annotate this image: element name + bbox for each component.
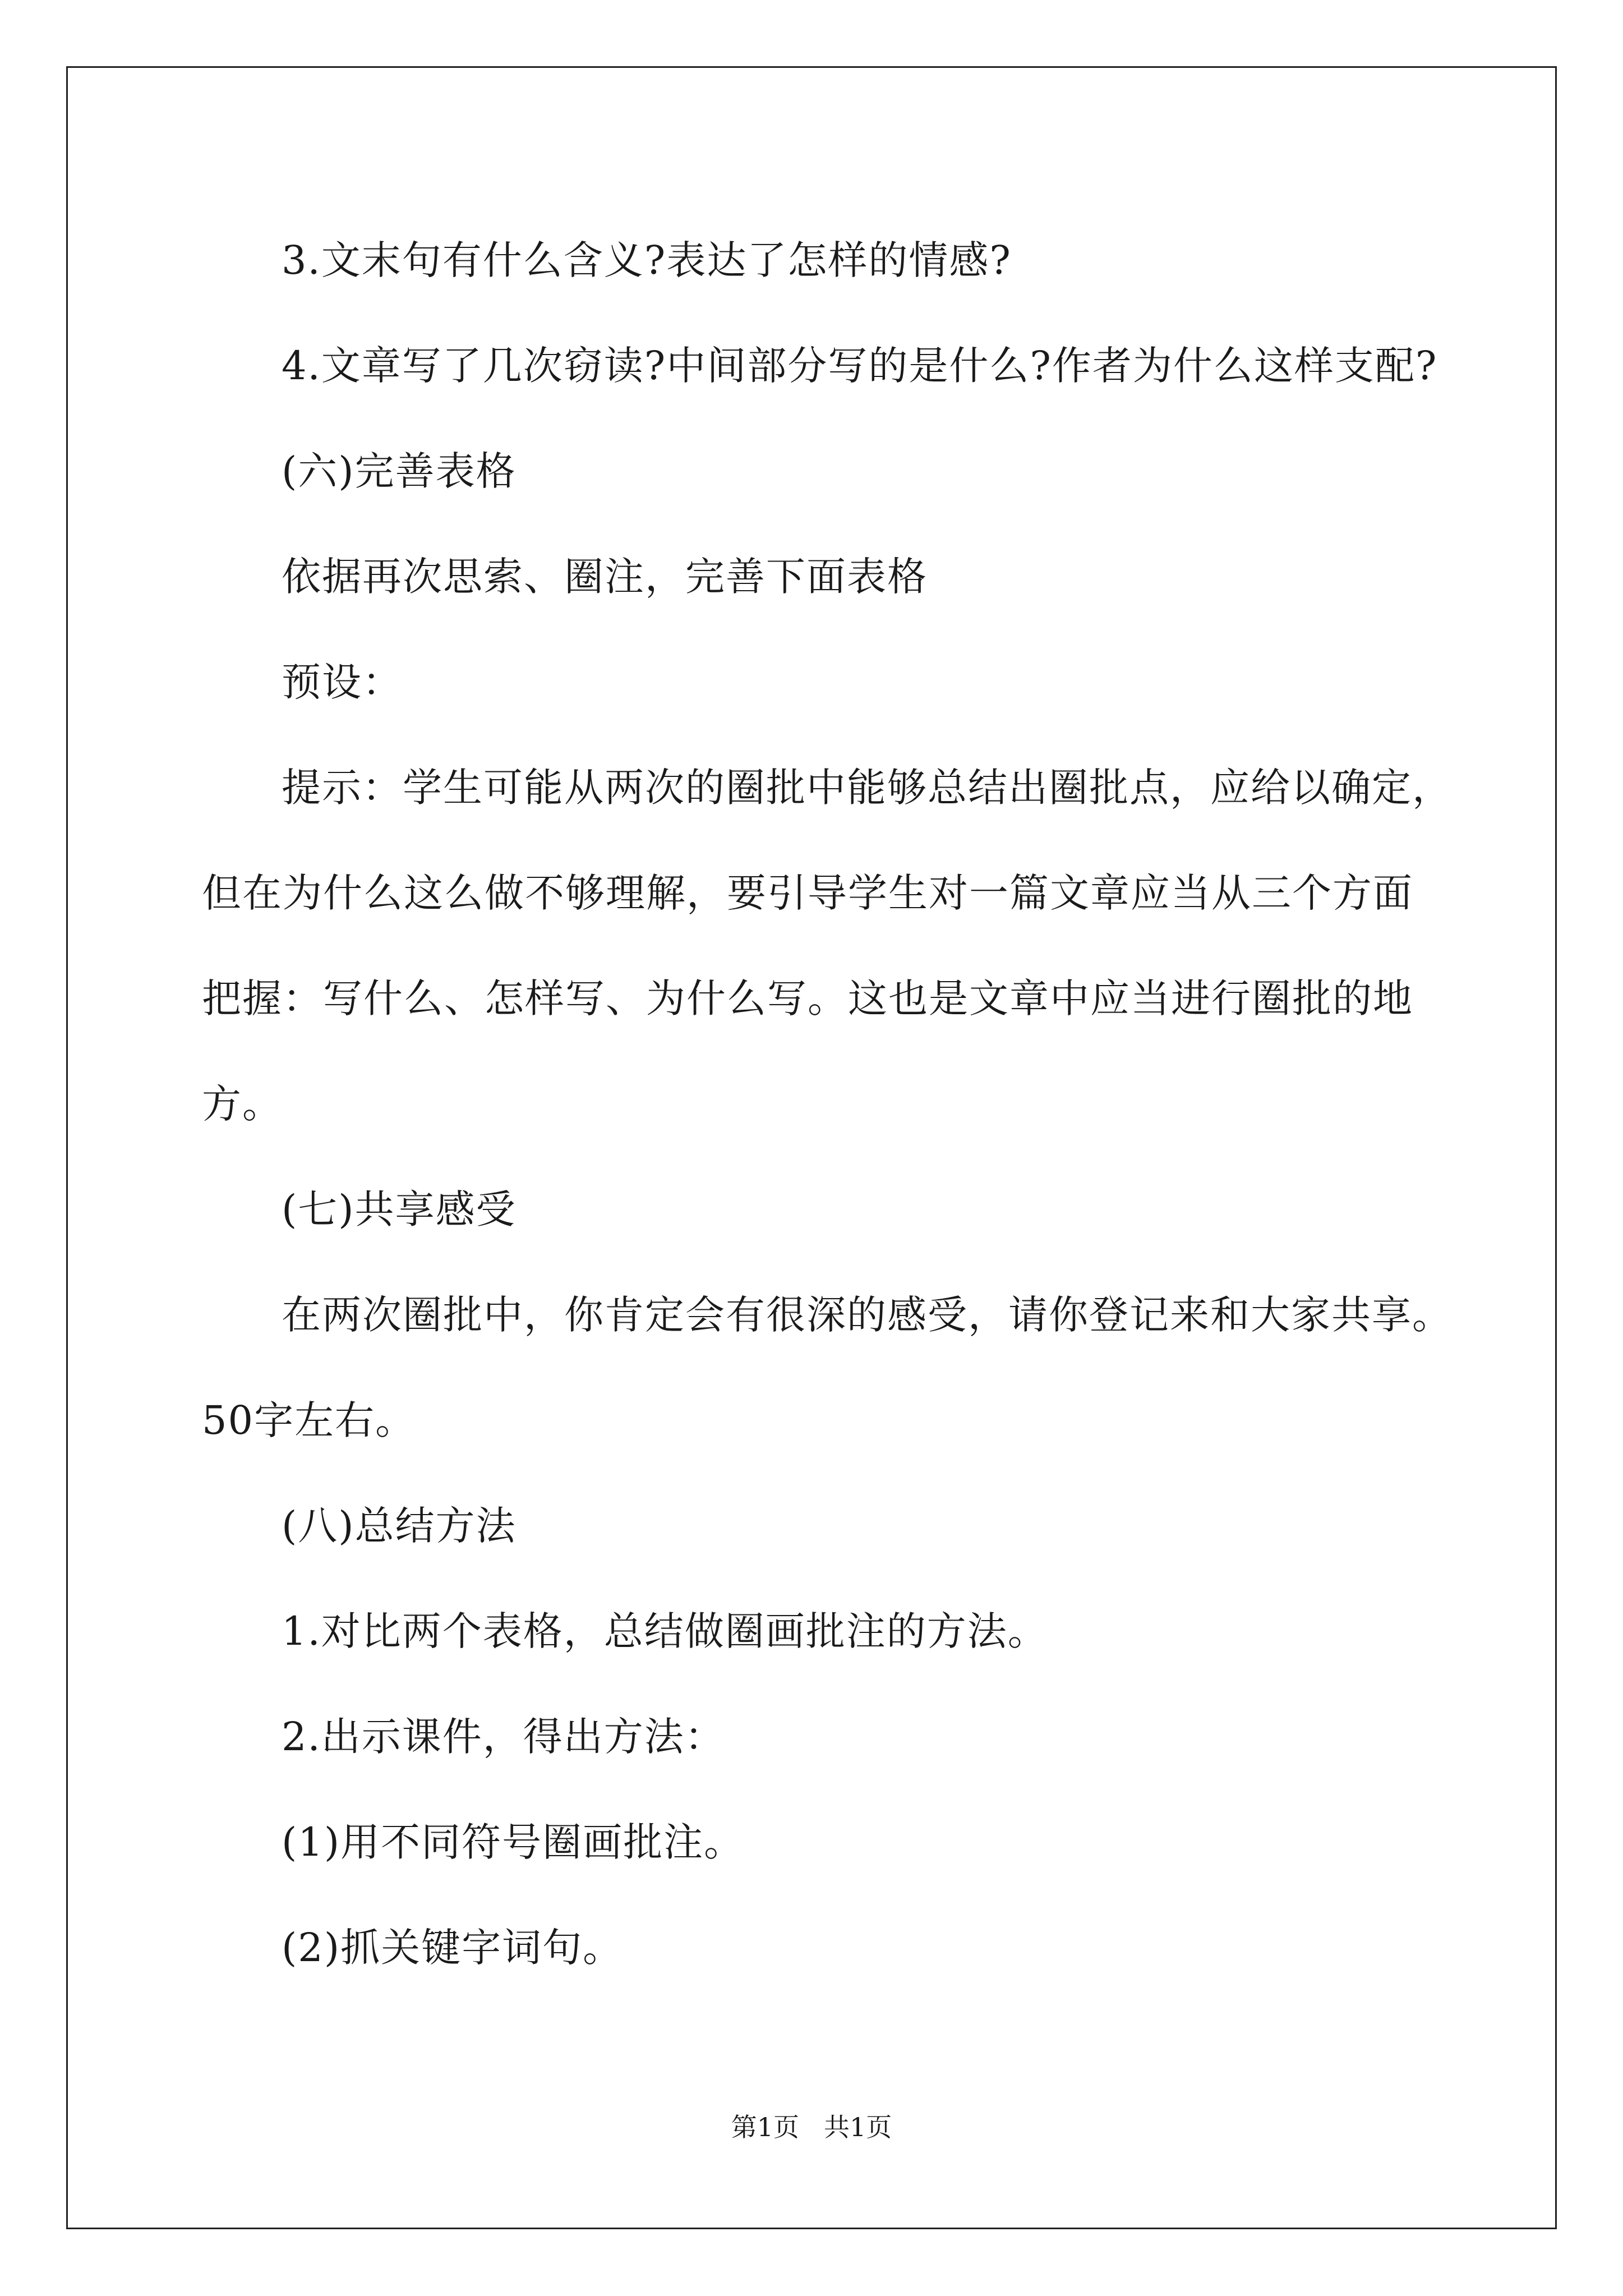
paragraph-hint-line-2: 但在为什么这么做不够理解，要引导学生对一篇文章应当从三个方面	[202, 870, 1413, 916]
page-total: 共1页	[823, 2112, 892, 2142]
section-heading-8: (八)总结方法	[282, 1503, 517, 1549]
paragraph-question-4: 4.文章写了几次窃读?中间部分写的是什么?作者为什么这样支配?	[282, 343, 1438, 389]
paragraph-method-2: 2.出示课件，得出方法：	[282, 1714, 725, 1760]
document-body	[202, 208, 1481, 2000]
paragraph-share-line-1: 在两次圈批中，你肯定会有很深的感受，请你登记来和大家共享。	[282, 1292, 1453, 1338]
section-heading-7: (七)共享感受	[282, 1186, 517, 1232]
paragraph-hint-line-3: 把握：写什么、怎样写、为什么写。这也是文章中应当进行圈批的地	[202, 976, 1413, 1022]
paragraph-preset: 预设：	[282, 659, 403, 705]
paragraph-hint-line-1: 提示：学生可能从两次的圈批中能够总结出圈批点，应给以确定，	[282, 765, 1453, 811]
paragraph-hint-line-4: 方。	[202, 1081, 283, 1127]
paragraph-question-3: 3.文末句有什么含义?表达了怎样的情感?	[282, 237, 1012, 283]
paragraph-method-2-1: (1)用不同符号圈画批注。	[282, 1819, 745, 1865]
paragraph-method-2-2: (2)抓关键字词句。	[282, 1925, 624, 1971]
section-heading-6: (六)完善表格	[282, 448, 517, 494]
paragraph-method-1: 1.对比两个表格，总结做圈画批注的方法。	[282, 1608, 1048, 1654]
page-footer	[0, 2110, 1623, 2144]
paragraph-share-line-2: 50字左右。	[202, 1397, 416, 1443]
page-number: 第1页	[731, 2112, 800, 2142]
paragraph-instruction: 依据再次思索、圈注，完善下面表格	[282, 554, 928, 600]
